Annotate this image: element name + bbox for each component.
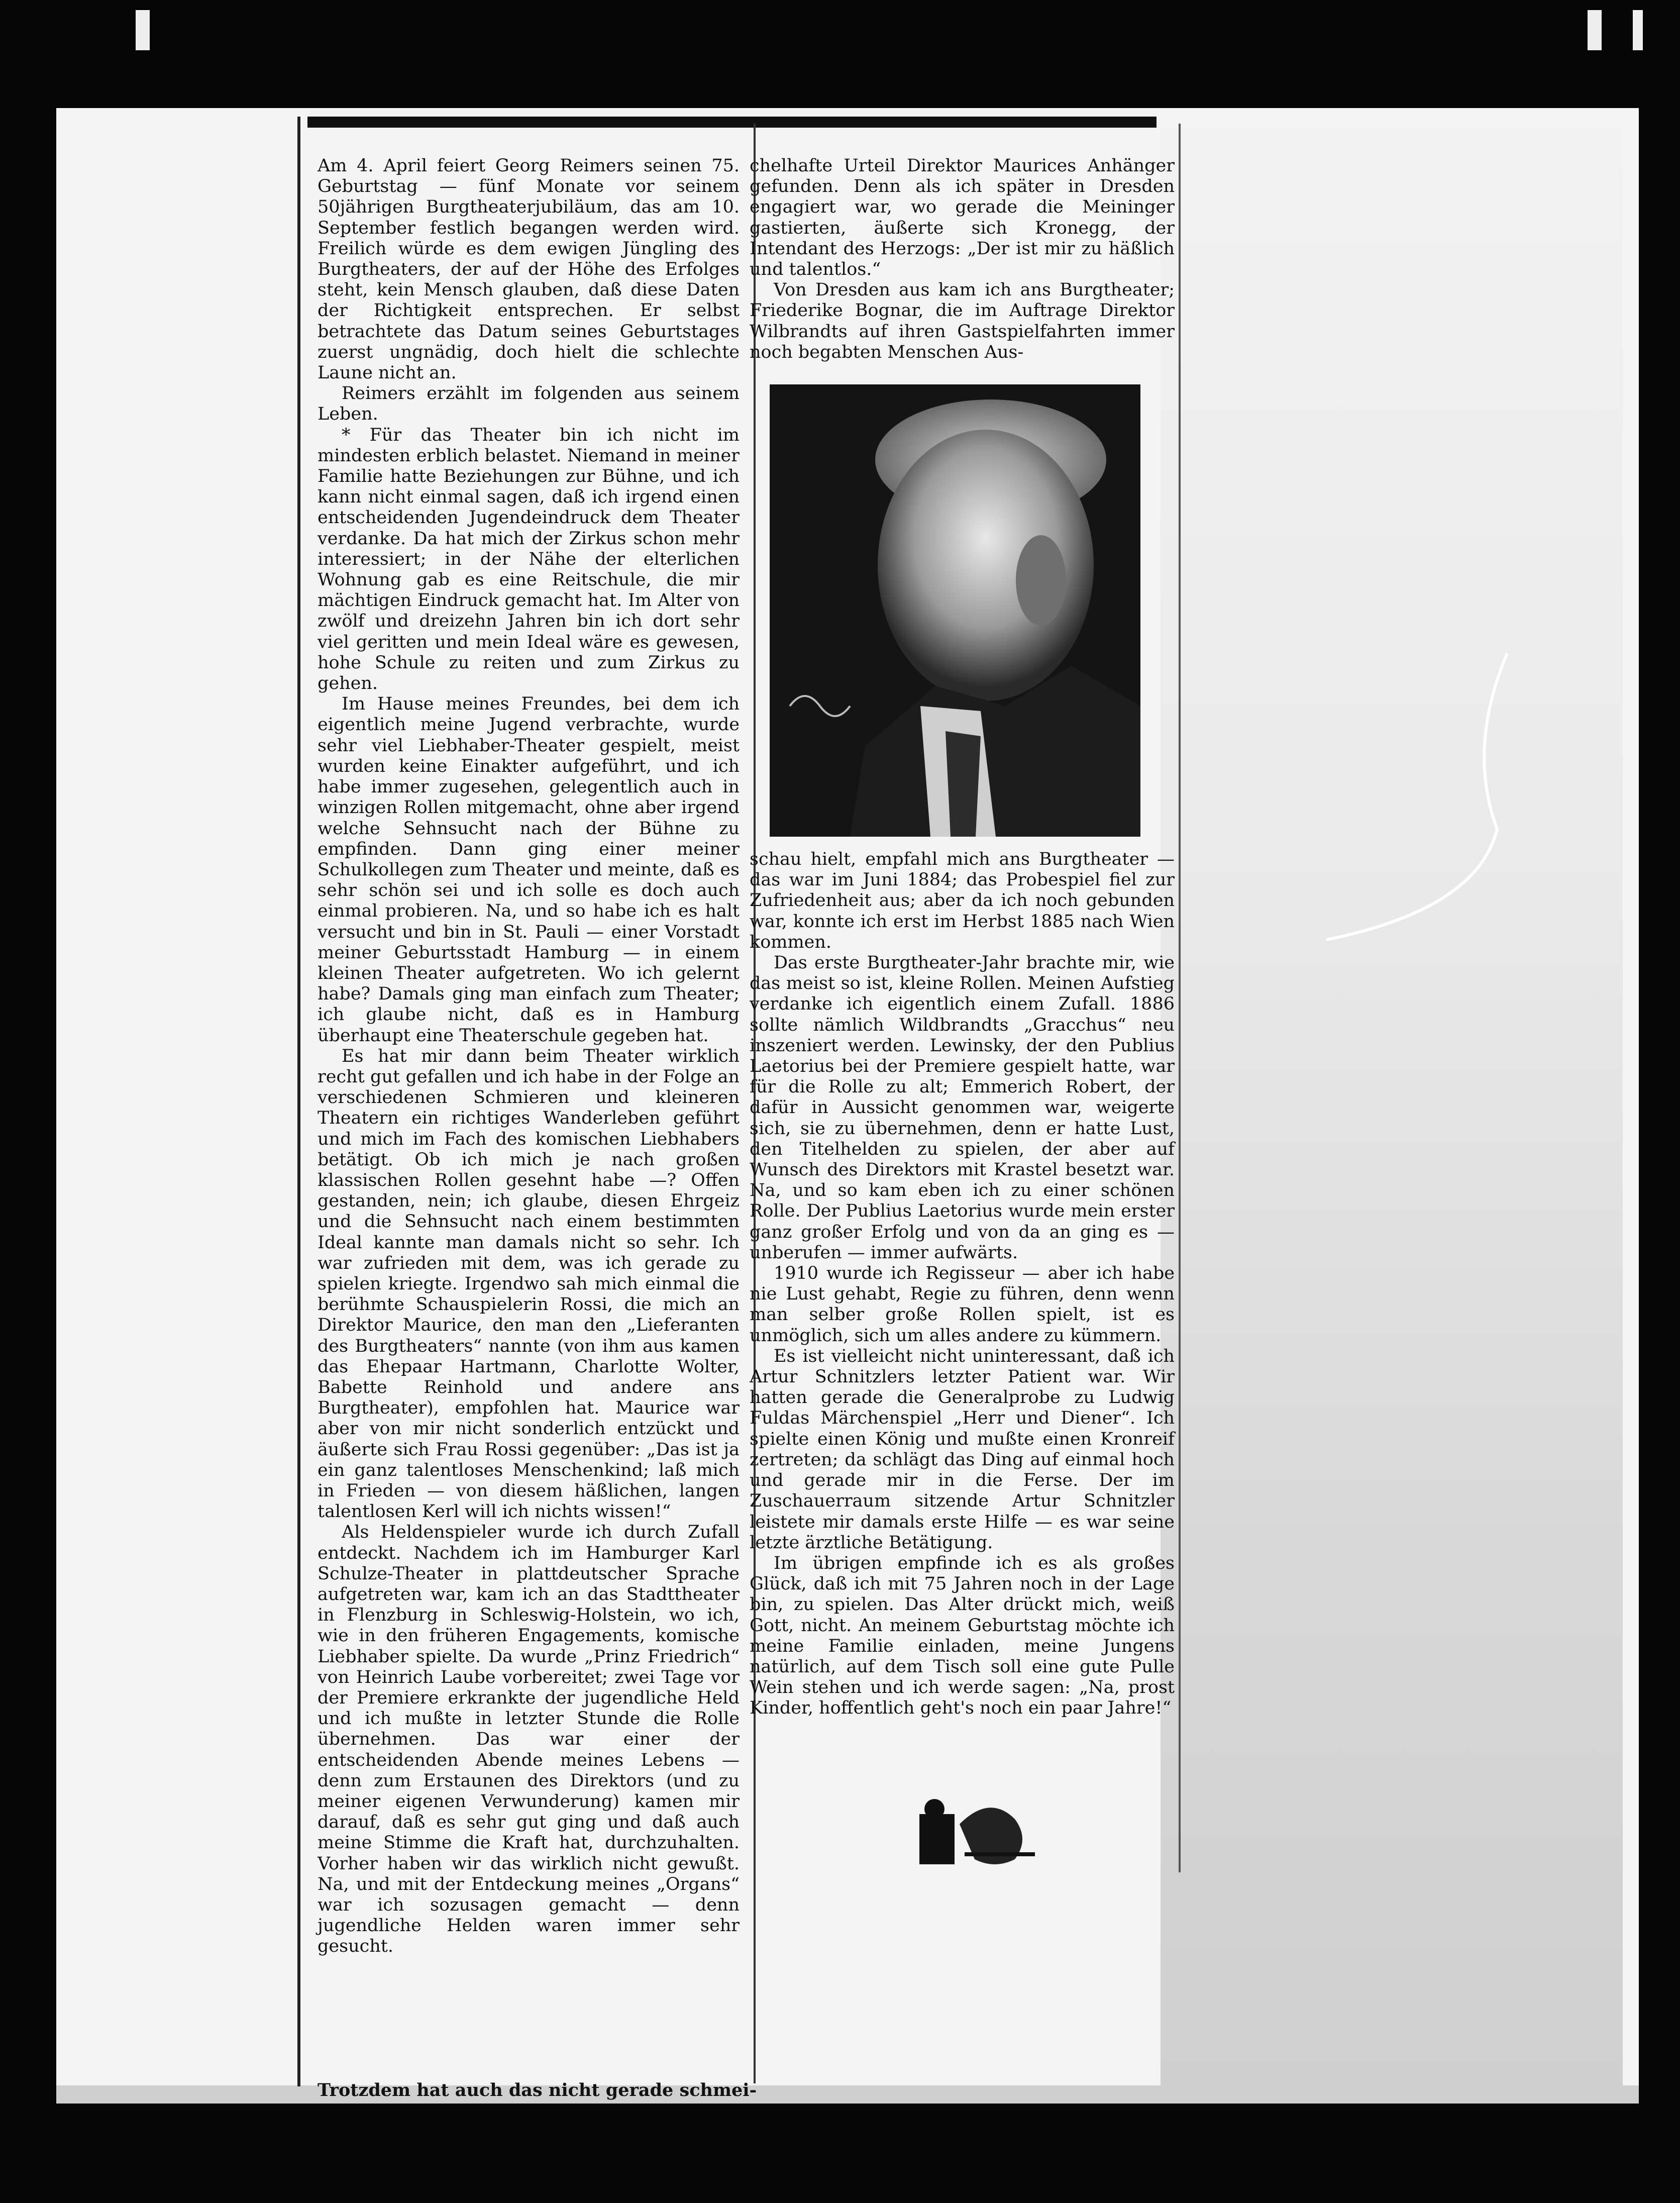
body-paragraph: Als Heldenspieler wurde ich durch Zufall entdeckt. Nachdem ich im Hamburger Karl Schulze-Theater in plattdeutscher Sprache aufgetreten war, kam ich an das Stadttheater in Flenzburg in Schleswig-Holstein, wo ich, wie in den früheren Engagements, komische Liebhaber spielte. Da wurde „Prinz Friedrich“ von Heinrich Laube vorbereitet; zwei Tage vor der Premiere erkrankte der jugendliche Held und ich mußte in letzter Stunde die Rolle übernehmen. Das war einer der entscheidenden Abende meines Lebens — denn zum Erstaunen des Direktors (und zu meiner eigenen Verwunderung) kamen mir darauf, daß es sehr gut ging und daß auch meine Stimme die Kraft hat, durchzuhalten. Vorher haben wir das wirklich nicht gewußt. Na, und mit der Entdeckung meines „Organs“ war ich sozusagen gemacht — denn jugendliche Helden waren immer sehr gesucht.	[318, 1522, 740, 1957]
intro-paragraph: Am 4. April feiert Georg Reimers seinen 75. Geburtstag — fünf Monate vor seinem 50jährigen Burgtheaterjubiläum, das am 10. September festlich begangen werden wird. Freilich würde es dem ewigen Jüngling des Burgtheaters, der auf der Höhe des Erfolges steht, kein Mensch glauben, daß diese Daten der Richtigkeit entsprechen. Er selbst betrachtete das Datum seines Geburtstages zuerst ungnädig, doch hielt die schlechte Laune nicht an.	[318, 156, 740, 383]
corner-mark-icon	[136, 10, 150, 50]
corner-mark-icon	[1633, 10, 1643, 50]
clipping-left-edge	[297, 117, 300, 2086]
clipping-right-edge	[1179, 124, 1181, 1872]
body-paragraph: * Für das Theater bin ich nicht im mindesten erblich belastet. Niemand in meiner Familie hatte Beziehungen zur Bühne, und ich kann nicht einmal sagen, daß ich irgend einen entscheidenden Jugendeindruck dem Theater verdanke. Da hat mich der Zirkus schon mehr interessiert; in der Nähe der elterlichen Wohnung gab es eine Reitschule, die mir mächtigen Eindruck gemacht hat. Im Alter von zwölf und dreizehn Jahren bin ich dort sehr viel geritten und mein Ideal wäre es gewesen, hohe Schule zu reiten und zum Zirkus zu gehen.	[318, 425, 740, 694]
clipping-top-rule	[307, 117, 1157, 128]
body-paragraph: Im übrigen empfinde ich es als großes Glück, daß ich mit 75 Jahren noch in der Lage bin, zu spielen. Das Alter drückt mich, weiß Gott, nicht. An meinem Geburtstag möchte ich meine Familie einladen, meine Jungens natürlich, auf dem Tisch soll eine gute Pulle Wein stehen und ich werde sagen: „Na, prost Kinder, hoffentlich geht's noch ein paar Jahre!“	[750, 1553, 1175, 1719]
body-paragraph-continued: Trotzdem hat auch das nicht gerade schmei-	[318, 2080, 757, 2100]
intro-paragraph: Reimers erzählt im folgenden aus seinem Leben.	[318, 383, 740, 425]
portrait-photo	[770, 384, 1140, 837]
scratch-mark-icon	[1316, 648, 1517, 950]
paper-shadow	[1161, 126, 1623, 2085]
article-column-right-bottom	[750, 849, 1175, 1719]
body-paragraph: Das erste Burgtheater-Jahr brachte mir, wie das meist so ist, kleine Rollen. Meinen Aufstieg verdanke ich eigentlich einem Zufall. 1886 sollte nämlich Wildbrandts „Gracchus“ neu inszeniert werden. Lewinsky, der den Publius Laetorius bei der Premiere gespielt hatte, war für die Rolle zu alt; Emmerich Robert, der dafür in Aussicht genommen war, weigerte sich, sie zu übernehmen, denn er hatte Lust, den Titelhelden zu spielen, der aber auf Wunsch des Direktors mit Krastel besetzt war. Na, und so kam eben ich zu einer schönen Rolle. Der Publius Laetorius wurde mein erster ganz großer Erfolg und von da an ging es — unberufen — immer aufwärts.	[750, 953, 1175, 1263]
body-paragraph: chelhafte Urteil Direktor Maurices Anhänger gefunden. Denn als ich später in Dresden engagiert war, wo gerade die Meininger gastierten, äußerte sich Kronegg, der Intendant des Herzogs: „Der ist mir zu häßlich und talentlos.“	[750, 156, 1175, 280]
body-paragraph: Von Dresden aus kam ich ans Burgtheater; Friederike Bognar, die im Auftrage Direktor Wilbrandts auf ihren Gastspielfahrten immer noch begabten Menschen Aus-	[750, 280, 1175, 362]
body-paragraph: Es ist vielleicht nicht uninteressant, daß ich Artur Schnitzlers letzter Patient war. Wir hatten gerade die Generalprobe zu Ludwig Fuldas Märchenspiel „Herr und Diener“. Ich spielte einen König und mußte einen Kronreif zertreten; da schlägt das Ding auf einmal hoch und gerade mir in die Ferse. Der im Zuschauerraum sitzende Artur Schnitzler leistete mir damals erste Hilfe — es war seine letzte ärztliche Betätigung.	[750, 1346, 1175, 1553]
body-paragraph: 1910 wurde ich Regisseur — aber ich habe nie Lust gehabt, Regie zu führen, denn wenn man selber große Rollen spielt, ist es unmöglich, sich um alles andere zu kümmern.	[750, 1263, 1175, 1346]
article-column-left	[318, 156, 740, 1957]
body-paragraph: Es hat mir dann beim Theater wirklich recht gut gefallen und ich habe in der Folge an verschiedenen Schmieren und kleineren Theatern ein richtiges Wanderleben geführt und mich im Fach des komischen Liebhabers betätigt. Ob ich mich je nach großen klassischen Rollen gesehnt habe —? Offen gestanden, nein; ich glaube, diesen Ehrgeiz und die Sehnsucht nach einem bestimmten Ideal kannte man damals nicht so sehr. Ich war zufrieden mit dem, was ich gerade zu spielen kriegte. Irgendwo sah mich einmal die berühmte Schauspielerin Rossi, die mich an Direktor Maurice, den man den „Lieferanten des Burgtheaters“ nannte (von ihm aus kamen das Ehepaar Hartmann, Charlotte Wolter, Babette Reinhold und andere ans Burgtheater), empfohlen hat. Maurice war aber von mir nicht sonderlich entzückt und äußerte sich Frau Rossi gegenüber: „Das ist ja ein ganz talentloses Menschenkind; laß mich in Frieden — von diesem häßlichen, langen talentlosen Kerl will ich nichts wissen!“	[318, 1046, 740, 1522]
paper-bottom-edge	[56, 2085, 1639, 2104]
body-paragraph: Im Hause meines Freundes, bei dem ich eigentlich meine Jugend verbrachte, wurde sehr viel Liebhaber-Theater gespielt, meist wurden keine Einakter aufgeführt, und ich habe immer zugesehen, gelegentlich auch in winzigen Rollen mitgemacht, ohne aber irgend welche Sehnsucht nach der Bühne zu empfinden. Dann ging einer meiner Schulkollegen zum Theater und meinte, daß es sehr schön sei und ich solle es doch auch einmal probieren. Na, und so habe ich es halt versucht und bin in St. Pauli — einer Vorstadt meiner Geburtsstadt Hamburg — in einem kleinen Theater aufgetreten. Wo ich gelernt habe? Damals ging man einfach zum Theater; ich glaube nicht, daß es in Hamburg überhaupt eine Theaterschule gegeben hat.	[318, 694, 740, 1046]
closing-vignette-icon	[914, 1794, 1045, 1869]
body-paragraph: schau hielt, empfahl mich ans Burgtheater — das war im Juni 1884; das Probespiel fiel zur Zufriedenheit aus; aber da ich noch gebunden war, konnte ich erst im Herbst 1885 nach Wien kommen.	[750, 849, 1175, 952]
article-column-right-top	[750, 156, 1175, 363]
corner-mark-icon	[1588, 10, 1602, 50]
